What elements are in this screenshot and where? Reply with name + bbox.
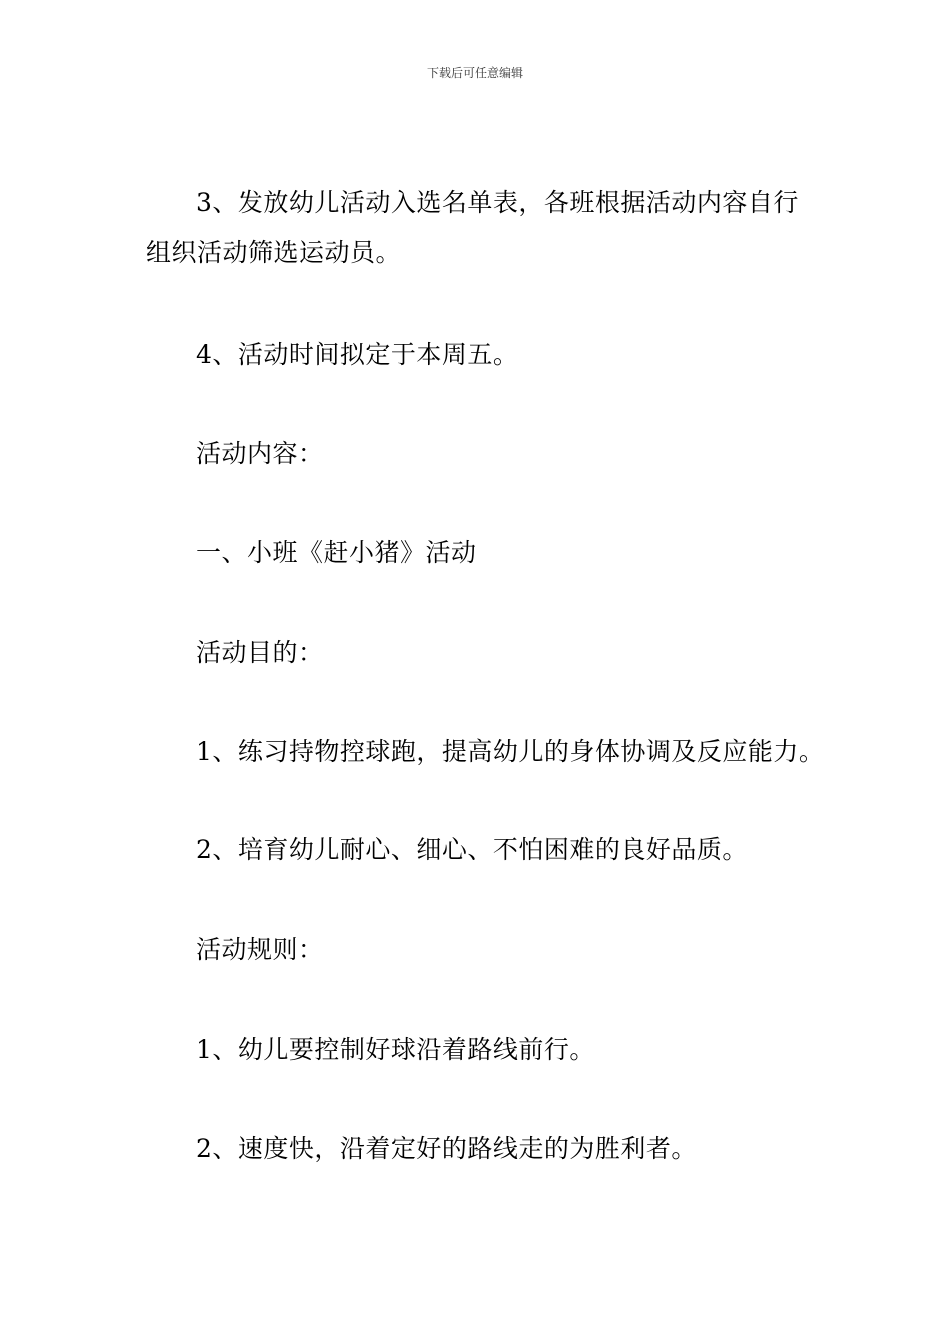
section-heading: 活动内容： [196,439,324,468]
section-heading: 一、小班《赶小猪》活动 [196,538,477,567]
list-item: 2、培育幼儿耐心、细心、不怕困难的良好品质。 [196,835,748,864]
paragraph-line: 3、发放幼儿活动入选名单表，各班根据活动内容自行 [196,188,799,217]
list-item: 2、速度快，沿着定好的路线走的为胜利者。 [196,1134,697,1163]
section-heading: 活动目的： [196,638,324,667]
section-heading: 活动规则： [196,935,324,964]
list-item: 1、练习持物控球跑，提高幼儿的身体协调及反应能力。 [196,737,825,766]
paragraph-line: 4、活动时间拟定于本周五。 [196,340,519,369]
page-header: 下载后可任意编辑 [426,66,523,80]
list-item: 1、幼儿要控制好球沿着路线前行。 [196,1035,595,1064]
paragraph-line: 组织活动筛选运动员。 [146,238,402,267]
